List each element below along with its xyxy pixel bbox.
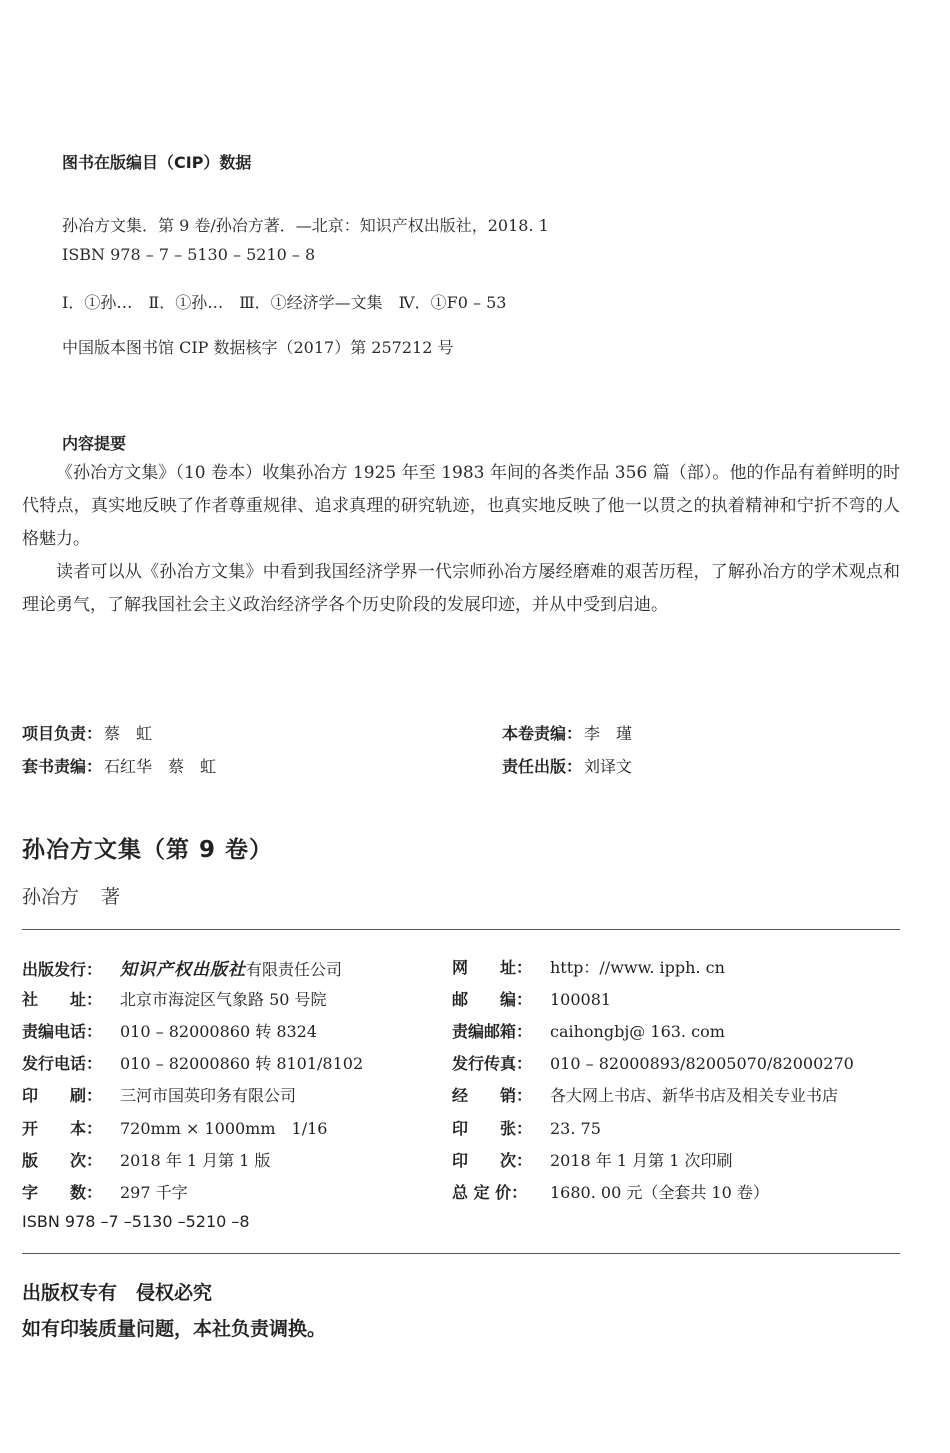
project-label: 项目负责： xyxy=(22,724,103,743)
info-postcode xyxy=(452,987,611,1010)
editor-email-value: caihongbj@ 163. com xyxy=(550,1022,725,1041)
staff-publishing xyxy=(502,754,632,777)
cip-line-classification: Ⅰ．①孙… Ⅱ．①孙… Ⅲ．①经济学—文集 Ⅳ．①F0 – 53 xyxy=(62,293,507,312)
print-label: 印 刷： xyxy=(22,1086,103,1105)
price-value: 1680. 00 元（全套共 10 卷） xyxy=(550,1183,769,1202)
sheets-label: 印 张： xyxy=(452,1119,533,1138)
staff-volume-editor xyxy=(502,721,632,744)
volume-editor-label: 本卷责编： xyxy=(502,724,583,743)
divider-top xyxy=(22,929,900,930)
postcode-value: 100081 xyxy=(550,990,612,1009)
address-value: 北京市海淀区气象路 50 号院 xyxy=(120,990,327,1009)
web-label: 网 址： xyxy=(452,958,533,977)
project-value: 蔡 虹 xyxy=(104,724,153,743)
words-value: 297 千字 xyxy=(120,1183,188,1202)
sales-label: 经 销： xyxy=(452,1086,533,1105)
book-title: 孙冶方文集（第 9 卷） xyxy=(22,837,274,863)
editor-phone-label: 责编电话： xyxy=(22,1022,103,1041)
info-format xyxy=(22,1116,327,1139)
publisher-label: 出版发行： xyxy=(22,960,103,979)
publishing-value: 刘译文 xyxy=(584,757,633,776)
quality-notice: 如有印装质量问题，本社负责调换。 xyxy=(22,1318,327,1340)
staff-series-editor xyxy=(22,754,216,777)
info-editor-email xyxy=(452,1019,725,1042)
dist-phone-label: 发行电话： xyxy=(22,1054,103,1073)
info-address xyxy=(22,987,327,1010)
info-editor-phone xyxy=(22,1019,317,1042)
info-edition xyxy=(22,1148,271,1171)
web-value: http：//www. ipph. cn xyxy=(550,958,725,977)
info-word-count xyxy=(22,1180,188,1203)
editor-email-label: 责编邮箱： xyxy=(452,1022,533,1041)
sheets-value: 23. 75 xyxy=(550,1119,601,1138)
divider-bottom xyxy=(22,1253,900,1254)
print-value: 三河市国英印务有限公司 xyxy=(120,1086,297,1105)
info-printed-sheets xyxy=(452,1116,601,1139)
printing-value: 2018 年 1 月第 1 次印刷 xyxy=(550,1151,733,1170)
printing-label: 印 次： xyxy=(452,1151,533,1170)
author-name: 孙冶方 xyxy=(22,886,80,908)
dist-fax-value: 010 – 82000893/82005070/82000270 xyxy=(550,1054,854,1073)
staff-project xyxy=(22,721,152,744)
info-printing xyxy=(452,1148,733,1171)
publishing-label: 责任出版： xyxy=(502,757,583,776)
cip-line-record: 中国版本图书馆 CIP 数据核字（2017）第 257212 号 xyxy=(62,338,454,357)
publisher-suffix: 有限责任公司 xyxy=(246,960,343,979)
dist-fax-label: 发行传真： xyxy=(452,1054,533,1073)
publisher-logo: 知识产权出版社 xyxy=(120,960,246,980)
summary-paragraph-2: 读者可以从《孙冶方文集》中看到我国经济学界一代宗师孙冶方屡经磨难的艰苦历程，了解孙冶方的学术观点和理论勇气，了解我国社会主义政治经济学各个历史阶段的发展印迹，并从中受到启迪。 xyxy=(22,562,900,615)
info-dist-fax xyxy=(452,1051,854,1074)
series-editor-value: 石红华 蔡 虹 xyxy=(104,757,217,776)
summary-paragraph-1: 《孙冶方文集》（10 卷本）收集孙冶方 1925 年至 1983 年间的各类作品 356 篇（部）。他的作品有着鲜明的时代特点，真实地反映了作者尊重规律、追求真理的研究轨迹，也真实地反映了他一以贯之的执着精神和宁折不弯的人格魅力。 xyxy=(22,463,900,549)
rights-notice: 出版权专有 侵权必究 xyxy=(22,1282,213,1304)
cip-line-title: 孙冶方文集．第 9 卷/孙冶方著．—北京：知识产权出版社，2018. 1 xyxy=(62,216,549,235)
info-dist-phone xyxy=(22,1051,363,1074)
sales-value: 各大网上书店、新华书店及相关专业书店 xyxy=(550,1086,839,1105)
series-editor-label: 套书责编： xyxy=(22,757,103,776)
format-value: 720mm × 1000mm 1/16 xyxy=(120,1119,328,1138)
edition-value: 2018 年 1 月第 1 版 xyxy=(120,1151,271,1170)
address-label: 社 址： xyxy=(22,990,103,1009)
summary-heading: 内容提要 xyxy=(62,434,127,453)
info-website xyxy=(452,955,725,978)
cip-heading: 图书在版编目（CIP）数据 xyxy=(62,153,252,172)
dist-phone-value: 010 – 82000860 转 8101/8102 xyxy=(120,1054,364,1073)
words-label: 字 数： xyxy=(22,1183,103,1202)
price-label: 总 定 价： xyxy=(452,1183,528,1202)
book-author xyxy=(22,882,120,909)
info-publisher xyxy=(22,955,342,980)
cip-line-isbn: ISBN 978 – 7 – 5130 – 5210 – 8 xyxy=(62,245,316,264)
author-role: 著 xyxy=(101,886,121,908)
isbn-bottom: ISBN 978 –7 –5130 –5210 –8 xyxy=(22,1212,250,1231)
info-price xyxy=(452,1180,769,1203)
editor-phone-value: 010 – 82000860 转 8324 xyxy=(120,1022,318,1041)
edition-label: 版 次： xyxy=(22,1151,103,1170)
postcode-label: 邮 编： xyxy=(452,990,533,1009)
info-printer xyxy=(22,1083,296,1106)
volume-editor-value: 李 瑾 xyxy=(584,724,633,743)
info-distribution xyxy=(452,1083,838,1106)
format-label: 开 本： xyxy=(22,1119,103,1138)
